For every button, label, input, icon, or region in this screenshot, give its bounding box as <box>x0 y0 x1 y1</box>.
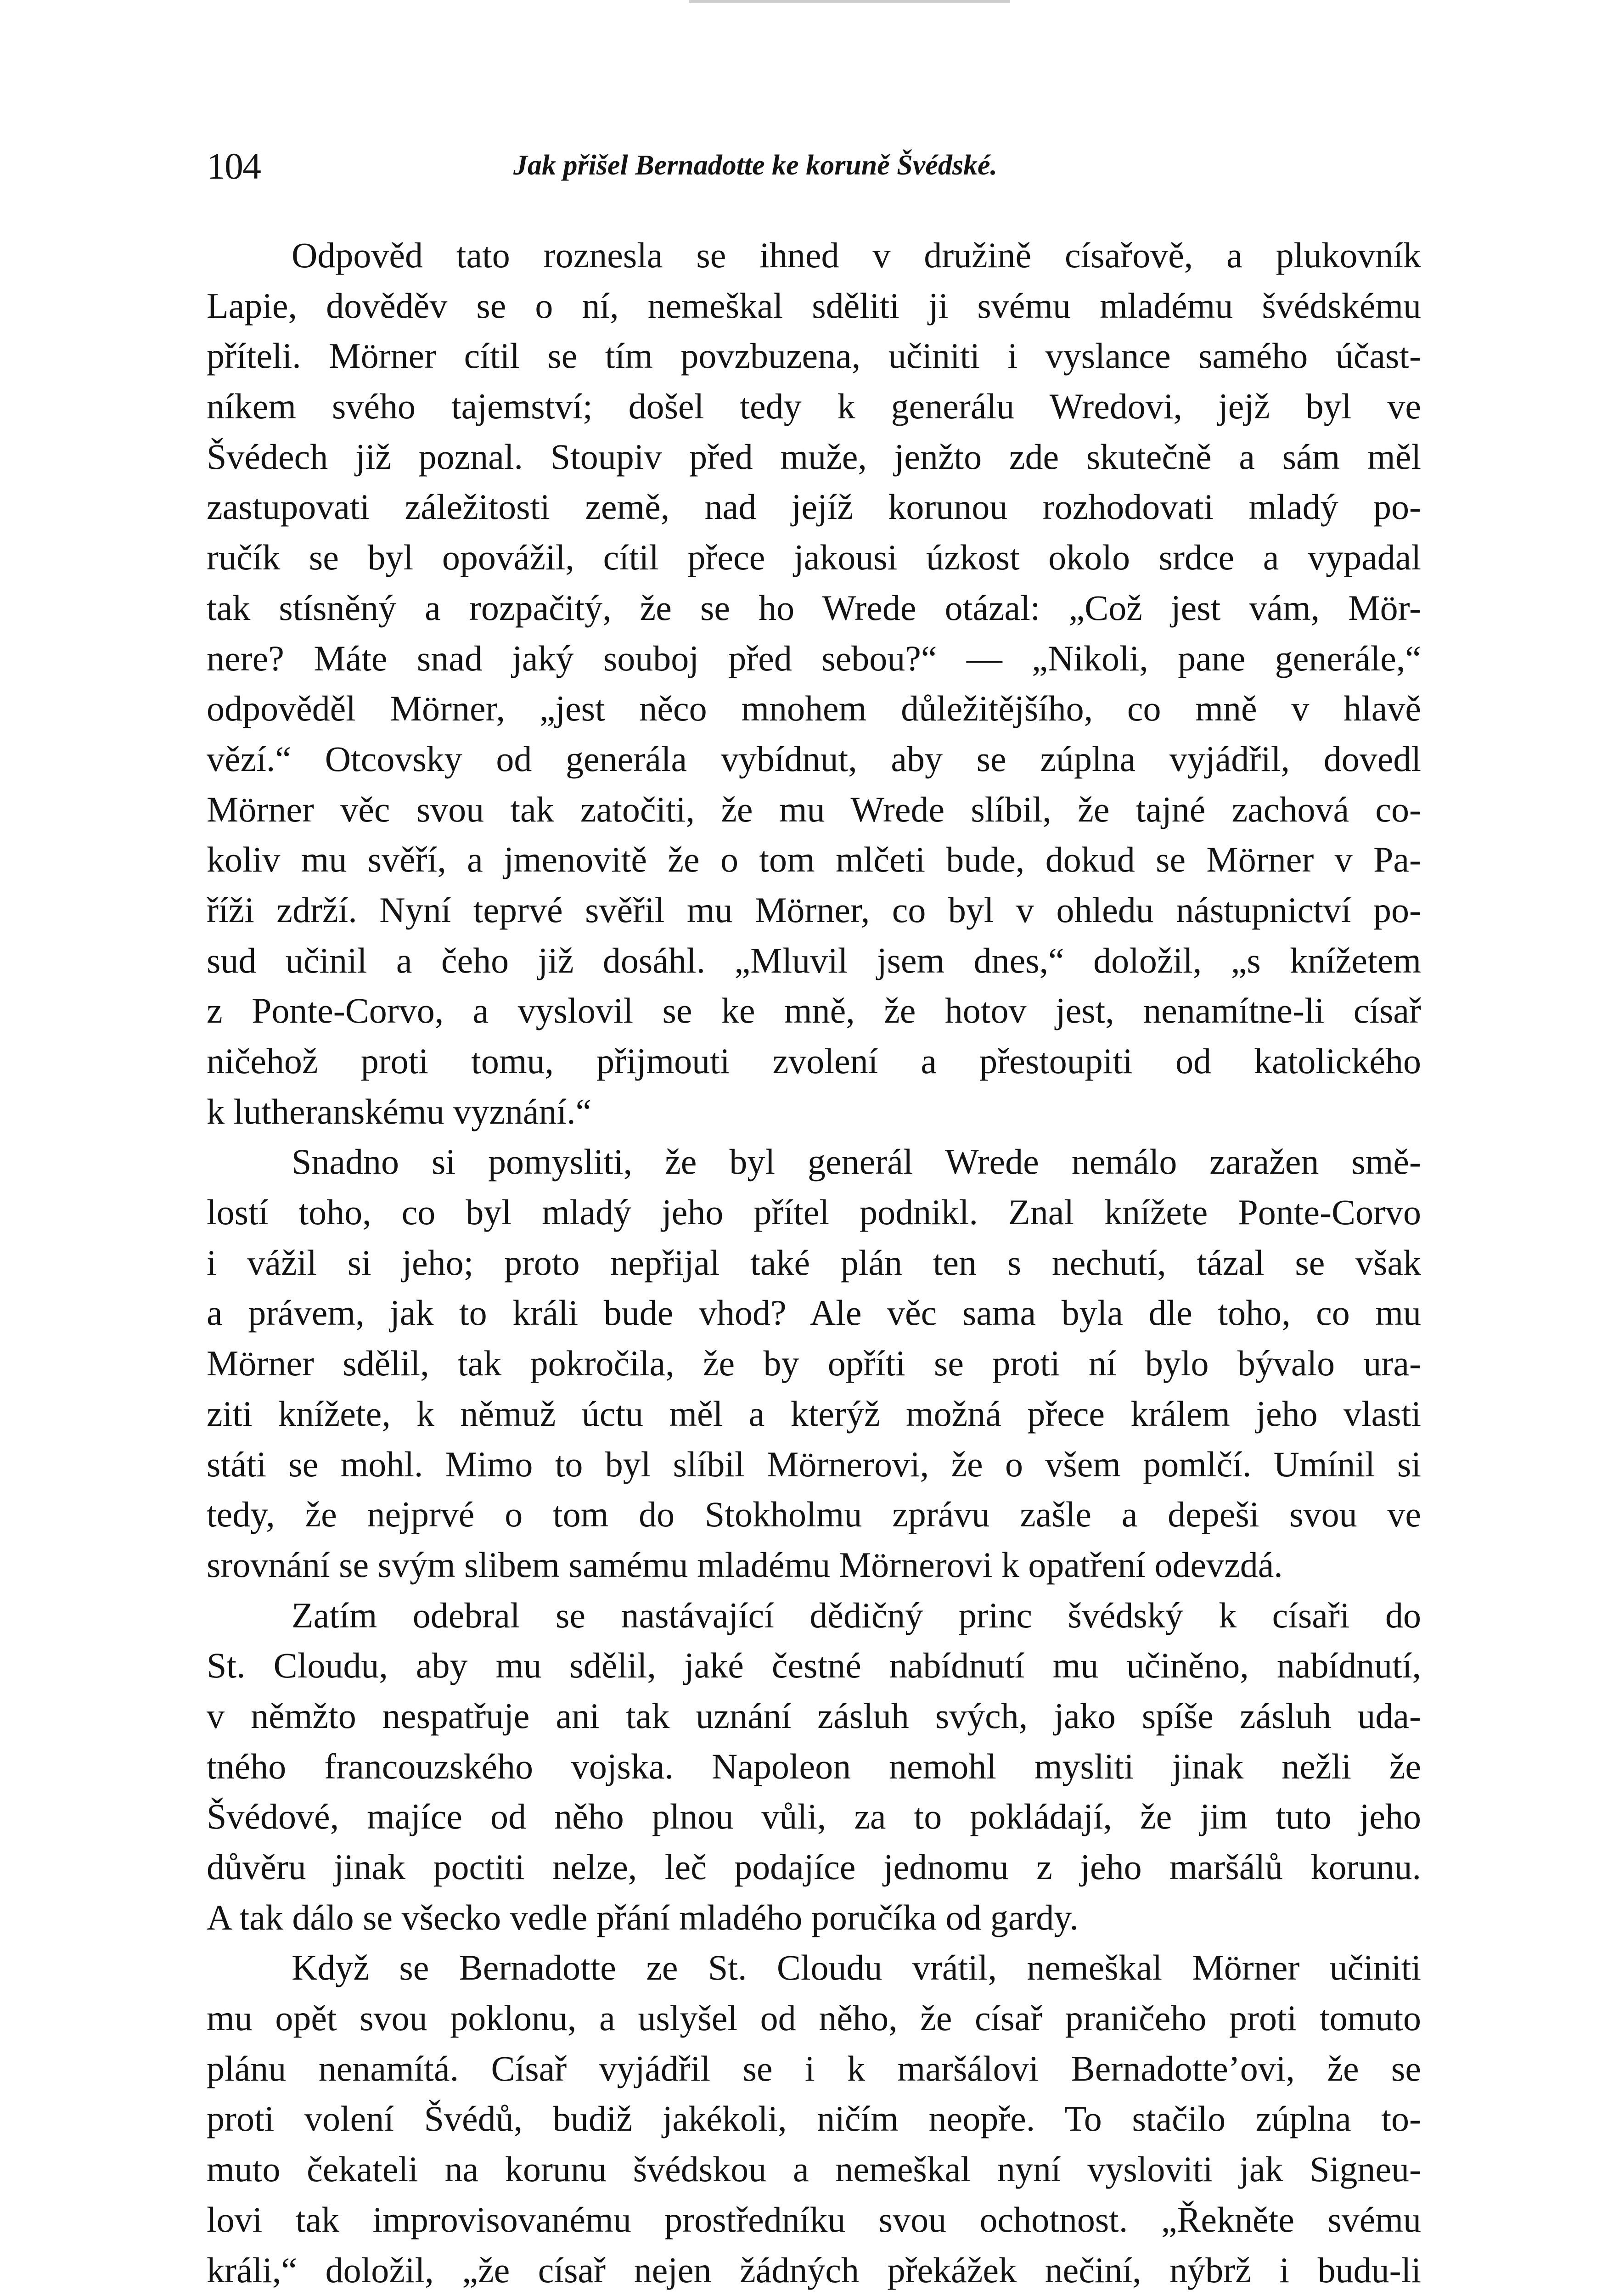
text-line: tedy, že nejprvé o tom do Stokholmu zprávu zašle a depeši svou ve <box>207 1494 1421 1535</box>
text-line: muto čekateli na korunu švédskou a nemeškal nyní vysloviti jak Signeu- <box>207 2149 1421 2189</box>
text-line: lovi tak improvisovanému prostředníku svou ochotnost. „Řekněte svému <box>207 2199 1421 2240</box>
page-number: 104 <box>207 145 260 187</box>
paragraph <box>207 1590 1421 1943</box>
text-line: Mörner věc svou tak zatočiti, že mu Wrede slíbil, že tajné zachová co- <box>207 789 1421 829</box>
text-line: zastupovati záležitosti země, nad jejíž korunou rozhodovati mladý po- <box>207 487 1421 527</box>
paragraph <box>207 1137 1421 1590</box>
text-line: lostí toho, co byl mladý jeho přítel podnikl. Znal knížete Ponte-Corvo <box>207 1192 1421 1232</box>
paragraph <box>207 1942 1421 2295</box>
text-line: v němžto nespatřuje ani tak uznání zásluh svých, jako spíše zásluh uda- <box>207 1695 1421 1736</box>
text-line: Zatím odebral se nastávající dědičný princ švédský k císaři do <box>292 1595 1421 1635</box>
text-line: důvěru jinak poctiti nelze, leč podajíce jednomu z jeho maršálů korunu. <box>207 1847 1421 1887</box>
text-line: říži zdrží. Nyní teprvé svěřil mu Mörner, co byl v ohledu nástupnictví po- <box>207 889 1421 930</box>
text-line: mu opět svou poklonu, a uslyšel od něho, že císař praničeho proti tomuto <box>207 1998 1421 2038</box>
text-line: nere? Máte snad jaký souboj před sebou?“ — „Nikoli, pane generále,“ <box>207 638 1421 678</box>
text-line: A tak dálo se všecko vedle přání mladého poručíka od gardy. <box>207 1897 1079 1937</box>
text-line: Když se Bernadotte ze St. Cloudu vrátil, nemeškal Mörner učiniti <box>292 1947 1421 1988</box>
running-title: Jak přišel Bernadotte ke koruně Švédské. <box>513 150 997 181</box>
text-line: ničehož proti tomu, přijmouti zvolení a přestoupiti od katolického <box>207 1041 1421 1081</box>
text-line: Odpověd tato roznesla se ihned v družině císařově, a plukovník <box>292 235 1421 275</box>
paragraph <box>207 230 1421 1137</box>
text-line: k lutheranskému vyznání.“ <box>207 1091 592 1131</box>
body-text <box>207 230 1421 2295</box>
text-line: proti volení Švédů, budiž jakékoli, ničím neopře. To stačilo zúplna to- <box>207 2099 1421 2139</box>
text-line: tného francouzského vojska. Napoleon nemohl mysliti jinak nežli že <box>207 1746 1421 1786</box>
scan-edge-mark <box>689 0 1010 3</box>
text-line: tak stísněný a rozpačitý, že se ho Wrede otázal: „Což jest vám, Mör- <box>207 587 1421 628</box>
text-line: plánu nenamítá. Císař vyjádřil se i k maršálovi Bernadotte’ovi, že se <box>207 2048 1421 2088</box>
text-line: státi se mohl. Mimo to byl slíbil Mörnerovi, že o všem pomlčí. Umínil si <box>207 1444 1421 1484</box>
text-line: Švédové, majíce od něho plnou vůli, za to pokládají, že jim tuto jeho <box>207 1796 1421 1837</box>
text-line: příteli. Mörner cítil se tím povzbuzena, učiniti i vyslance samého účast- <box>207 336 1421 376</box>
text-line: Švédech již poznal. Stoupiv před muže, jenžto zde skutečně a sám měl <box>207 436 1421 477</box>
text-line: odpověděl Mörner, „jest něco mnohem důležitějšího, co mně v hlavě <box>207 688 1421 729</box>
text-line: a právem, jak to králi bude vhod? Ale věc sama byla dle toho, co mu <box>207 1293 1421 1333</box>
text-line: níkem svého tajemství; došel tedy k generálu Wredovi, jejž byl ve <box>207 386 1421 427</box>
text-line: Lapie, dověděv se o ní, nemeškal sděliti ji svému mladému švédskému <box>207 285 1421 326</box>
text-line: z Ponte-Corvo, a vyslovil se ke mně, že hotov jest, nenamítne-li císař <box>207 990 1421 1031</box>
text-line: koliv mu svěří, a jmenovitě že o tom mlčeti bude, dokud se Mörner v Pa- <box>207 839 1421 880</box>
text-line: sud učinil a čeho již dosáhl. „Mluvil jsem dnes,“ doložil, „s knížetem <box>207 940 1421 980</box>
text-line: i vážil si jeho; proto nepřijal také plán ten s nechutí, tázal se však <box>207 1242 1421 1283</box>
text-line: Mörner sdělil, tak pokročila, že by opříti se proti ní bylo bývalo ura- <box>207 1343 1421 1384</box>
text-line: srovnání se svým slibem samému mladému Mörnerovi k opatření odevzdá. <box>207 1544 1283 1585</box>
text-line: St. Cloudu, aby mu sdělil, jaké čestné nabídnutí mu učiněno, nabídnutí, <box>207 1645 1421 1686</box>
text-line: králi,“ doložil, „že císař nejen žádných překážek nečiní, nýbrž i budu-li <box>207 2250 1421 2290</box>
text-line: ziti knížete, k němuž úctu měl a kterýž možná přece králem jeho vlasti <box>207 1393 1421 1434</box>
text-line: Snadno si pomysliti, že byl generál Wrede nemálo zaražen smě- <box>292 1142 1421 1182</box>
text-line: vězí.“ Otcovsky od generála vybídnut, aby se zúplna vyjádřil, dovedl <box>207 738 1421 779</box>
text-line: ručík se byl opovážil, cítil přece jakousi úzkost okolo srdce a vypadal <box>207 537 1421 578</box>
